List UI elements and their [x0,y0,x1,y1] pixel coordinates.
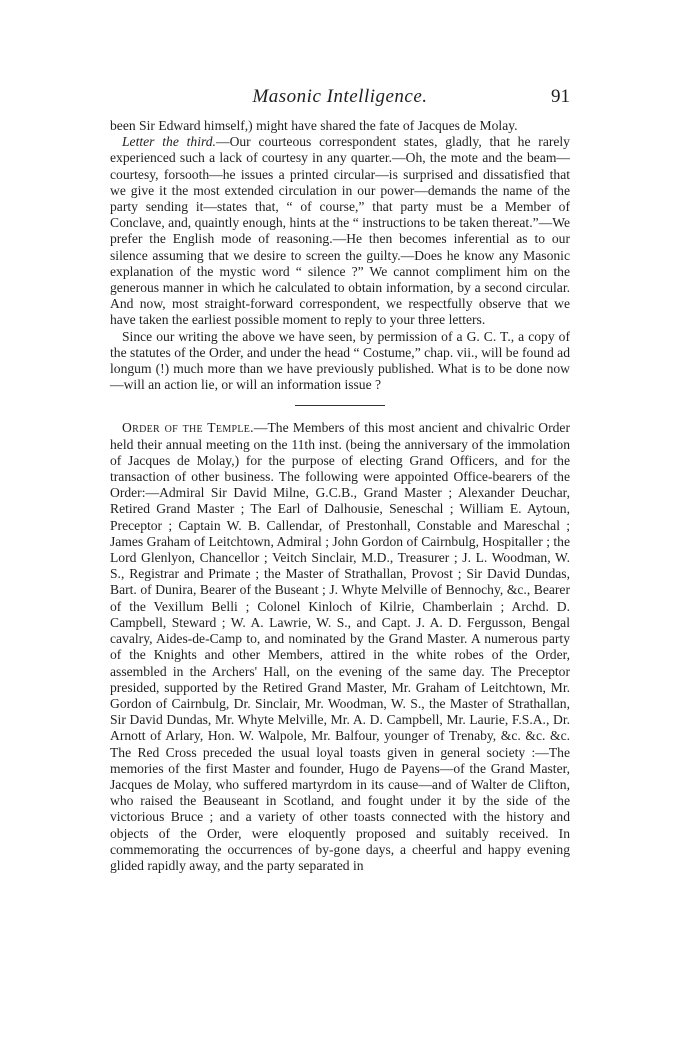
paragraph-statutes: Since our writing the above we have seen, by permission of a G. C. T., a copy of the statutes of the Order, and under the head “ Costume,” chap. vii., will be found ad longum (!) much more than we have previously published. What is to be done now—will an action lie, or will an information issue ? [110,328,570,393]
paragraph-text: —The Members of this most ancient and chivalric Order held their annual meeting on the 11th inst. (being the anniversary of the immolation of Jacques de Molay,) for the purpose of electing Grand Officers, and for the transaction of other business. The following were appointed Office-bearers of the Order:—Admiral Sir David Milne, G.C.B., Grand Master ; Alexander Deuchar, Retired Grand Master ; The Earl of Dalhousie, Seneschal ; William E. Aytoun, Preceptor ; Captain W. B. Callendar, of Prestonhall, Constable and Mareschal ; James Graham of Leitchtown, Admiral ; John Gordon of Cairnbulg, Hospitaller ; the Lord Glenlyon, Chancellor ; Veitch Sinclair, M.D., Treasurer ; J. L. Woodman, W. S., Registrar and Primate ; the Master of Strathallan, Provost ; Sir David Dundas, Bart. of Dunira, Bearer of the Buseant ; J. Whyte Melville of Bennochy, &c., Bearer of the Vexillum Belli ; Colonel Kinloch of Kilrie, Chamberlain ; Archd. D. Campbell, Steward ; W. A. Lawrie, W. S., and Capt. J. A. D. Fergusson, Bengal cavalry, Aides-de-Camp to, and nominated by the Grand Master. A numerous party of the Knights and other Members, attired in the white robes of the Order, assembled in the Archers' Hall, on the evening of the same day. The Preceptor presided, supported by the Retired Grand Master, Mr. Graham of Leitchtown, Mr. Gordon of Cairnbulg, Dr. Sinclair, Mr. Woodman, W. S., the Master of Strathallan, Sir David Dundas, Mr. Whyte Melville, Mr. A. D. Campbell, Mr. Laurie, F.S.A., Dr. Arnott of Arlary, Hon. W. Walpole, Mr. Balfour, younger of Trenaby, &c. &c. &c. The Red Cross preceded the usual loyal toasts given in general society :—The memories of the first Master and founder, Hugo de Payens—of the Grand Master, Jacques de Molay, who suffered martyrdom in its cause—and of Walter de Clifton, who raised the Beauseant in Scotland, and fought under it by the side of the victorious Bruce ; and a variety of other toasts connected with the history and objects of the Order, were eloquently proposed and suitably received. In commemorating the occurrences of by-gone days, a cheerful and happy evening glided rapidly away, and the party separated in [110,420,570,873]
paragraph-lead: Letter the third. [122,134,216,150]
paragraph-continuation: been Sir Edward himself,) might have shared the fate of Jacques de Molay. [110,118,518,133]
page-title: Masonic Intelligence. [252,86,428,107]
paragraph-letter-third [110,134,570,328]
running-head [110,86,570,118]
page-number: 91 [551,86,570,107]
paragraph-text: —Our courteous correspondent states, gladly, that he rarely experienced such a lack of courtesy in any quarter.—Oh, the mote and the beam—courtesy, forsooth—he issues a printed circular—is surprised and dissatisfied that we give it the most extended circulation in our power—demands the name of the party sending it—states that, “ of course,” that party must be a Member of Conclave, and, quaintly enough, hints at the “ instructions to be taken thereat.”—We prefer the English mode of reasoning.—He then becomes inferential as to our silence assuming that we desire to screen the guilty.—Does he know any Masonic explanation of the mystic word “ silence ?” We cannot compliment him on the generous manner in which he calculated to obtain information, by a second circular. And now, most straight-forward correspondent, we respectfully observe that we have taken the earliest possible moment to reply to your three letters. [110,134,570,328]
book-page [110,86,570,874]
section-heading: Order of the Temple. [122,420,254,436]
article-body [110,118,570,874]
paragraph-order-of-temple [110,420,570,874]
section-divider [295,405,385,406]
